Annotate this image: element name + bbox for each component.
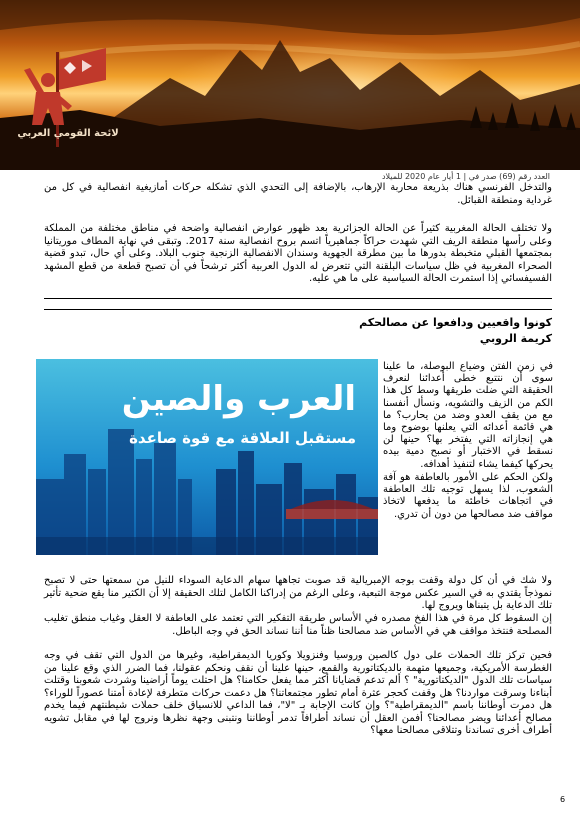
- paragraph-5: فحين تركز تلك الحملات على دول كالصين وروسيا وفنزويلا وكوريا الديمقراطية، وغيرها من الدول التي تقف في وجه الغطرسة الأمريكية، وجميعها متهمة بالديكتاتورية والقمع، حينها علينا أن نقف ونحكم عقولنا، فما الضرر الذي وقع علينا من سياسات تلك الدول "الديكتاتورية" ؟ ألم تدعم قضايانا أكثر مما يفعل حكامنا؟ هل احتلت يوماً أراضينا وشردت شعوبنا وقتلت أبناءنا وسرقت مواردنا؟ هل وقفت كحجر عثرة أمام تطور مجتمعاتنا؟ هل دعمت حركات متطرفة لإعادة أمتنا عصوراً للوراء؟ هل دمرت أوطاننا باسم "الديمقراطية"؟ وإن كانت الإجابة بـ "لا"، فما الداعي للانسياق خلف حملات شيطنتهم فيما يخدم مصالح أعدائنا ويضر مصالحنا؟ أفمن العقل أن نساند أطرافاً تدمر أوطاننا ونتبنى وجهة نظرها ونروج لها في مقابل تشويه أطراف أخرى تساندنا وتتلاقى مصالحنا معها؟: [44, 650, 552, 736]
- side-paragraph-1: في زمن الفتن وضياع البوصلة، ما علينا سوى أن نتتبع خطى أعدائنا لنعرف الحقيقة التي ضلت طريقها وسط كل هذا الكم من الزيف والتشويه، ونسأل أنفسنا مع من يقف العدو وضد من يحارب؟ ما هي قائمة أعدائه التي يعلنها بوضوح وما هي إنجازاته التي يفتخر بها؟ حينها لن نسقط في الاختبار أو نصبح دمية بيده يحركها كيفما يشاء لتنفيذ أهدافه.: [383, 361, 553, 470]
- issue-line: العدد رقم (69) صدر في | 1 أيار عام 2020 للميلاد: [381, 172, 550, 181]
- page-number: 6: [560, 795, 566, 804]
- paragraph-1: والتدخل الفرنسي هناك بذريعة محاربة الإرهاب، بالإضافة إلى التحدي الذي تشكله حركات أمازيغية انفصالية في كل من غرداية ومنطقة القبائل.: [44, 182, 552, 206]
- feature-image: [36, 359, 378, 555]
- section-divider: [44, 298, 552, 299]
- article-title: كونوا واقعيين ودافعوا عن مصالحكم: [359, 316, 552, 329]
- paragraph-4: إن السقوط كل مرة في هذا الفخ مصدره في الأساس طريقة التفكير التي تعتمد على العاطفة لا العقل وغياب منطق تغليب المصلحة فنتخذ مواقف هي في الأساس ضد مصالحنا ظناً منا أننا نساند الحق في وجه الباطل.: [44, 613, 552, 637]
- feature-image-title: العرب والصين: [121, 379, 356, 419]
- section-divider: [44, 309, 552, 310]
- article-author: كريمة الروبي: [479, 332, 552, 345]
- arab-nationalist-logo: [8, 40, 118, 155]
- side-paragraph-2: ولكن الحكم على الأمور بالعاطفة هو آفة الشعوب، لذا يسهل توجيه تلك العاطفة في اتجاهات خاطئة ما يدفعها لاتخاذ مواقف ضد مصالحها من دون أن تدري.: [383, 472, 553, 520]
- header-banner: [0, 0, 580, 170]
- logo-text: لائحة القومي العربي: [17, 128, 119, 139]
- feature-image-subtitle: مستقبل العلاقة مع قوة صاعدة: [129, 429, 356, 447]
- paragraph-3: ولا شك في أن كل دولة وقفت بوجه الإمبريالية قد صوبت تجاهها سهام الدعاية السوداء للنيل من سمعتها حتى لا تصبح نموذجاً يقتدي به في السير عكس موجة التبعية، وعلى الرغم من إدراكنا الكامل لتلك الحقيقة إلا أن الكثير منا يقع ضحية تأثير تلك الدعاية بل يتبناها ويروج لها.: [44, 575, 552, 611]
- paragraph-2: ولا تختلف الحالة المغربية كثيراً عن الحالة الجزائرية بعد ظهور عوارض انفصالية واضحة في مناطق مختلفة من المملكة وعلى رأسها منطقة الريف التي شهدت حراكاً جماهيرياً اتسم بروح انفصالية سنة 2017. وتبقى في نهاية المطاف موريتانيا بمجتمعها القبلي متخبطة بدورها ما بين مطرقة الجهوية وسندان الانفصالية الزنجية جنوب البلاد. وعلى أي حال، تبدو قضية الصحراء المغربية في ظل سياسات البلقنة التي تتعرض له الدول العربية أكثر ترشحاً في أن تصبح قطعة من قطع المشهد الفسيفسائي إذا استمرت الحالة السياسية على ما هي عليه.: [44, 223, 552, 284]
